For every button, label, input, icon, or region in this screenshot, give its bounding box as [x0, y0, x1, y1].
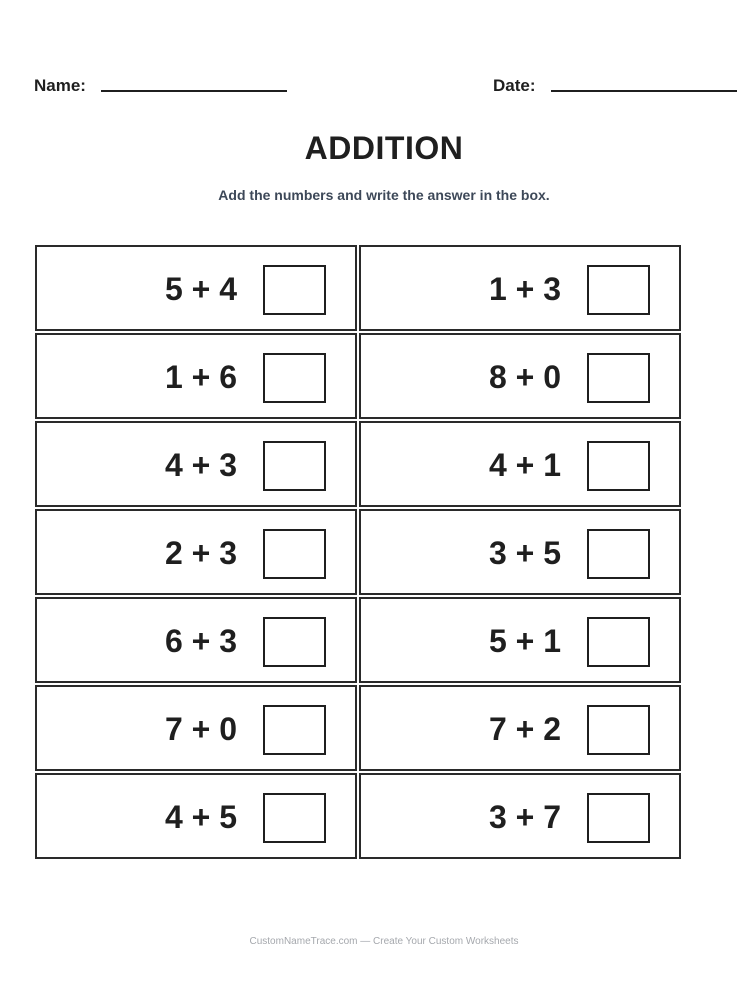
- problem-cell: [35, 245, 357, 331]
- problem-cell: [359, 245, 681, 331]
- problem-addends: 8 + 0: [488, 358, 561, 395]
- answer-box[interactable]: [587, 441, 650, 491]
- footer-credit: CustomNameTrace.com — Create Your Custom Worksheets: [249, 936, 519, 947]
- date-label: Date:: [493, 76, 536, 95]
- problem-addends: 3 + 5: [488, 534, 561, 571]
- date-write-line[interactable]: [551, 90, 737, 92]
- problem-addends: 1 + 6: [164, 358, 237, 395]
- answer-box[interactable]: [587, 265, 650, 315]
- problem-addends: 4 + 1: [488, 446, 561, 483]
- answer-box[interactable]: [587, 353, 650, 403]
- problem-addends: 5 + 4: [164, 270, 237, 307]
- problem-expression: [401, 619, 606, 663]
- worksheet-title: ADDITION: [304, 130, 464, 166]
- problem-expression: [401, 707, 606, 751]
- problem-addends: 2 + 3: [164, 534, 237, 571]
- problem-cell: [35, 421, 357, 507]
- problem-addends: 3 + 7: [488, 798, 561, 835]
- problem-cell: [359, 597, 681, 683]
- answer-box[interactable]: [263, 353, 326, 403]
- problem-cell: [35, 685, 357, 771]
- problem-cell: [35, 597, 357, 683]
- problem-expression: [401, 443, 606, 487]
- answer-box[interactable]: [263, 529, 326, 579]
- problem-cell: [359, 509, 681, 595]
- problem-grid: [35, 245, 681, 859]
- problem-expression: [77, 355, 282, 399]
- answer-box[interactable]: [263, 617, 326, 667]
- answer-box[interactable]: [587, 793, 650, 843]
- problem-cell: [359, 333, 681, 419]
- answer-box[interactable]: [587, 617, 650, 667]
- problem-expression: [77, 795, 282, 839]
- problem-cell: [359, 685, 681, 771]
- problem-addends: 4 + 5: [164, 798, 237, 835]
- problem-addends: 6 + 3: [164, 622, 237, 659]
- answer-box[interactable]: [587, 705, 650, 755]
- worksheet-instructions: Add the numbers and write the answer in the box.: [218, 187, 550, 203]
- problem-cell: [359, 773, 681, 859]
- answer-box[interactable]: [263, 793, 326, 843]
- problem-expression: [77, 267, 282, 311]
- problem-addends: 1 + 3: [488, 270, 561, 307]
- problem-addends: 5 + 1: [488, 622, 561, 659]
- problem-cell: [359, 421, 681, 507]
- problem-expression: [77, 531, 282, 575]
- problem-cell: [35, 509, 357, 595]
- problem-expression: [401, 531, 606, 575]
- problem-expression: [401, 267, 606, 311]
- problem-expression: [401, 355, 606, 399]
- problem-expression: [401, 795, 606, 839]
- answer-box[interactable]: [263, 705, 326, 755]
- answer-box[interactable]: [587, 529, 650, 579]
- problem-addends: 4 + 3: [164, 446, 237, 483]
- problem-cell: [35, 333, 357, 419]
- problem-expression: [77, 443, 282, 487]
- problem-expression: [77, 707, 282, 751]
- problem-addends: 7 + 2: [488, 710, 561, 747]
- problem-addends: 7 + 0: [164, 710, 237, 747]
- problem-cell: [35, 773, 357, 859]
- name-write-line[interactable]: [101, 90, 287, 92]
- answer-box[interactable]: [263, 441, 326, 491]
- problem-expression: [77, 619, 282, 663]
- answer-box[interactable]: [263, 265, 326, 315]
- name-label: Name:: [34, 76, 86, 95]
